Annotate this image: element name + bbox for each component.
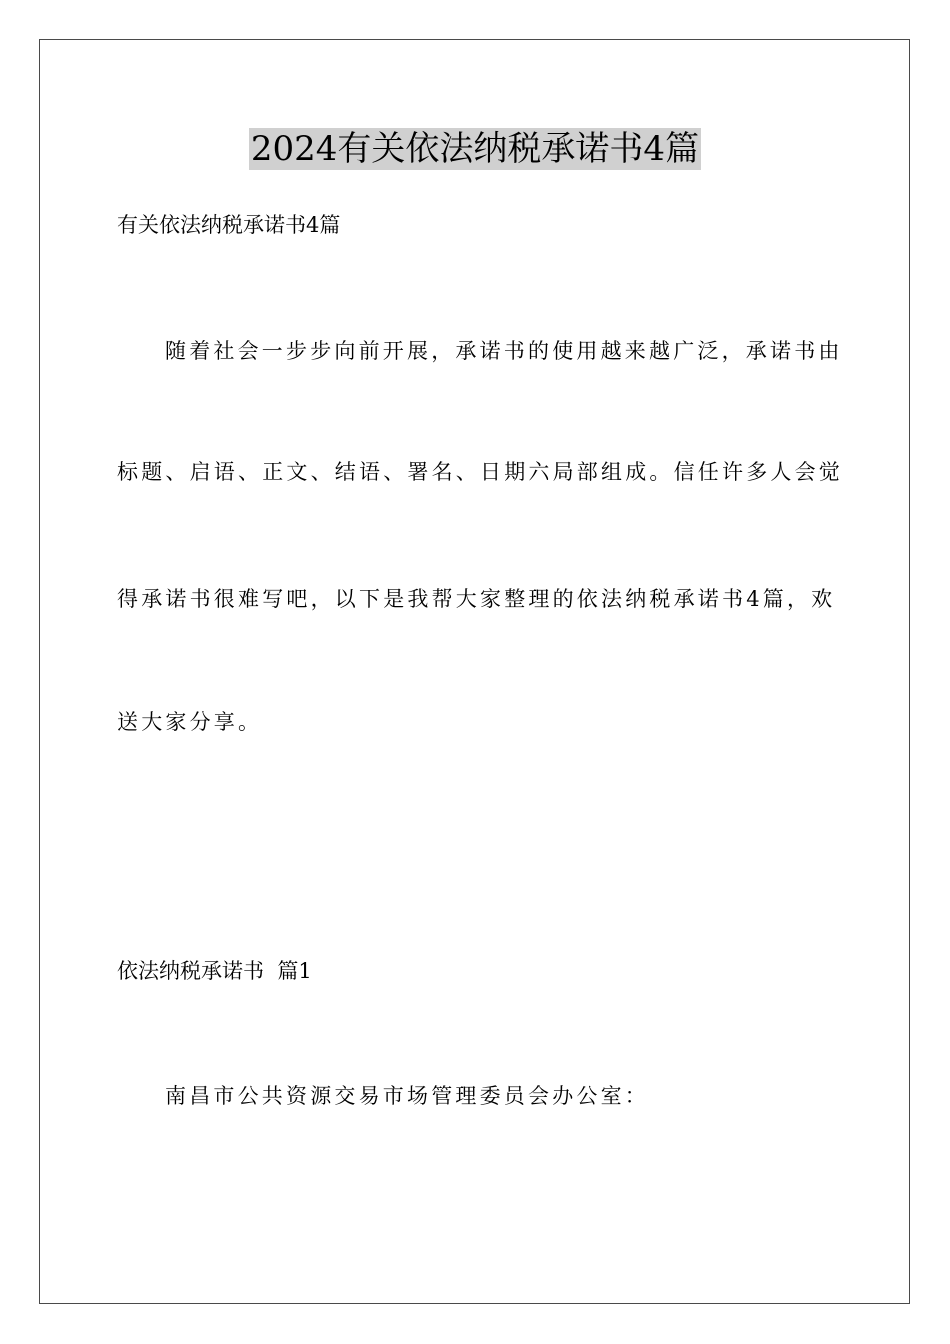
document-subtitle: 有关依法纳税承诺书4篇 xyxy=(117,213,341,237)
section-heading: 依法纳税承诺书 篇1 xyxy=(117,959,312,983)
title-container xyxy=(0,128,950,170)
intro-line-3: 得承诺书很难写吧，以下是我帮大家整理的依法纳税承诺书4篇，欢 xyxy=(117,587,836,611)
salutation: 南昌市公共资源交易市场管理委员会办公室： xyxy=(165,1084,649,1108)
intro-line-2: 标题、启语、正文、结语、署名、日期六局部组成。信任许多人会觉 xyxy=(117,460,843,484)
document-title: 2024有关依法纳税承诺书4篇 xyxy=(250,129,700,169)
intro-line-1: 随着社会一步步向前开展，承诺书的使用越来越广泛，承诺书由 xyxy=(165,339,843,363)
intro-line-4: 送大家分享。 xyxy=(117,710,263,734)
